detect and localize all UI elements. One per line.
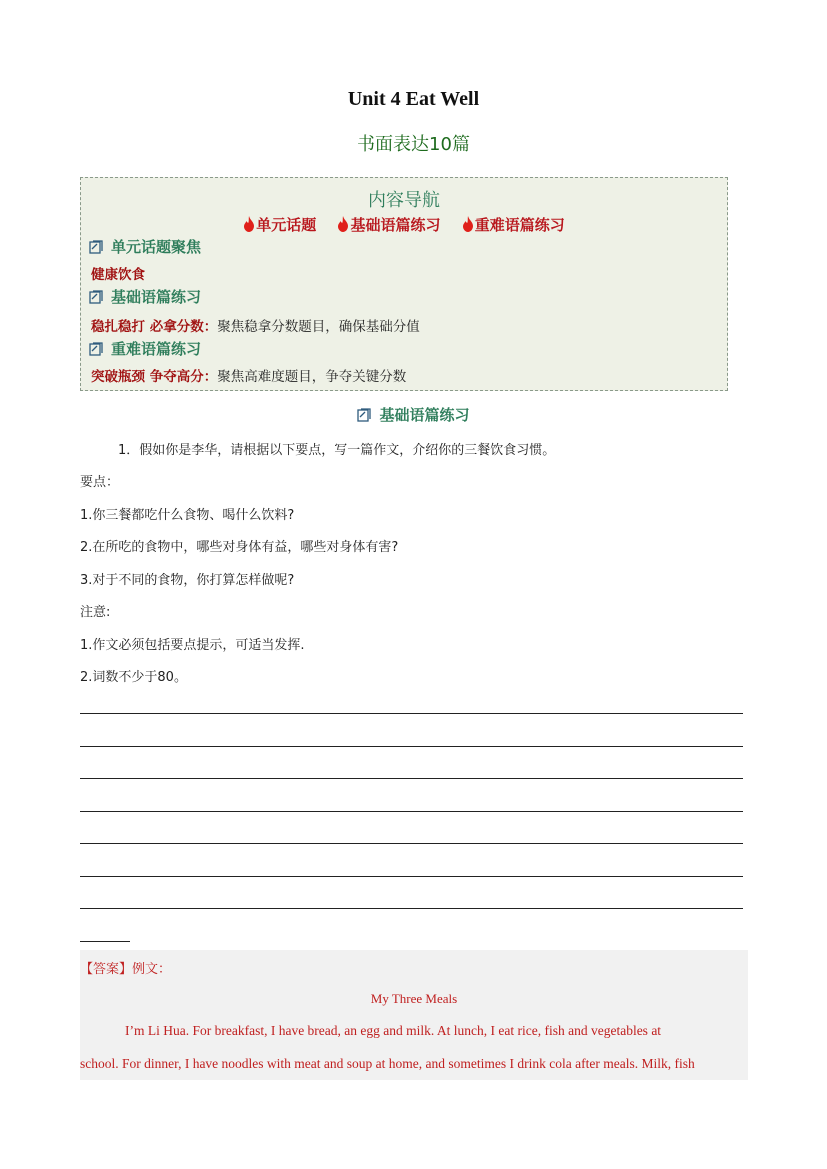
nav-tab-basic-practice[interactable] xyxy=(337,214,440,235)
essay-line: I’m Li Hua. For breakfast, I have bread, an egg and milk. At lunch, I eat rice, fish and vegetables at xyxy=(125,1023,662,1038)
nav-item-basic-desc: 稳扎稳打 必拿分数：聚焦稳拿分数题目，确保基础分值 xyxy=(91,319,420,335)
points-label: 要点： xyxy=(80,475,120,490)
page-title: Unit 4 Eat Well xyxy=(347,88,480,110)
flame-icon xyxy=(243,216,253,231)
point-2: 2.在所吃的食物中，哪些对身体有益，哪些对身体有害? xyxy=(80,540,399,555)
writing-line[interactable] xyxy=(80,746,743,747)
book-icon xyxy=(89,342,103,356)
point-3: 3.对于不同的食物，你打算怎样做呢? xyxy=(80,573,295,588)
writing-line[interactable] xyxy=(80,908,743,909)
essay-line: school. For dinner, I have noodles with meat and soup at home, and sometimes I drink cola after meals. Milk, fish xyxy=(80,1056,695,1071)
book-icon xyxy=(89,290,103,304)
nav-section-hard-practice[interactable]: 重难语篇练习 xyxy=(89,338,201,359)
nav-tab-label: 重难语篇练习 xyxy=(474,216,565,234)
answer-divider xyxy=(80,941,130,942)
nav-tab-unit-topic[interactable] xyxy=(243,214,316,235)
content-navigation-box xyxy=(80,177,728,391)
book-icon xyxy=(357,408,371,422)
nav-tab-label: 基础语篇练习 xyxy=(350,216,441,234)
nav-section-basic-practice[interactable]: 基础语篇练习 xyxy=(89,286,201,307)
nav-item-healthy-diet: 健康饮食 xyxy=(91,267,145,283)
writing-line[interactable] xyxy=(80,778,743,779)
answer-label: 【答案】例文： xyxy=(80,962,172,977)
notes-label: 注意: xyxy=(80,605,111,620)
question-prompt: 1．假如你是李华，请根据以下要点，写一篇作文，介绍你的三餐饮食习惯。 xyxy=(118,443,556,458)
note-1: 1.作文必须包括要点提示，可适当发挥. xyxy=(80,638,305,653)
point-1: 1.你三餐都吃什么食物、喝什么饮料? xyxy=(80,508,295,523)
page-subtitle: 书面表达10篇 xyxy=(357,134,470,155)
nav-section-unit-topic[interactable]: 单元话题聚焦 xyxy=(89,236,201,257)
book-icon xyxy=(89,240,103,254)
nav-tab-label: 单元话题 xyxy=(256,216,317,234)
writing-line[interactable] xyxy=(80,811,743,812)
writing-line[interactable] xyxy=(80,876,743,877)
answer-box xyxy=(80,950,748,1080)
section-heading: 基础语篇练习 xyxy=(0,404,827,425)
essay-title: My Three Meals xyxy=(370,991,458,1006)
writing-line[interactable] xyxy=(80,713,743,714)
note-2: 2.词数不少于80。 xyxy=(80,670,187,685)
writing-line[interactable] xyxy=(80,843,743,844)
nav-tab-hard-practice[interactable] xyxy=(462,214,565,235)
nav-tabs xyxy=(81,214,727,235)
flame-icon xyxy=(337,216,347,231)
nav-title: 内容导航 xyxy=(368,190,440,211)
nav-item-hard-desc: 突破瓶颈 争夺高分：聚焦高难度题目，争夺关键分数 xyxy=(91,369,407,385)
flame-icon xyxy=(462,216,472,231)
